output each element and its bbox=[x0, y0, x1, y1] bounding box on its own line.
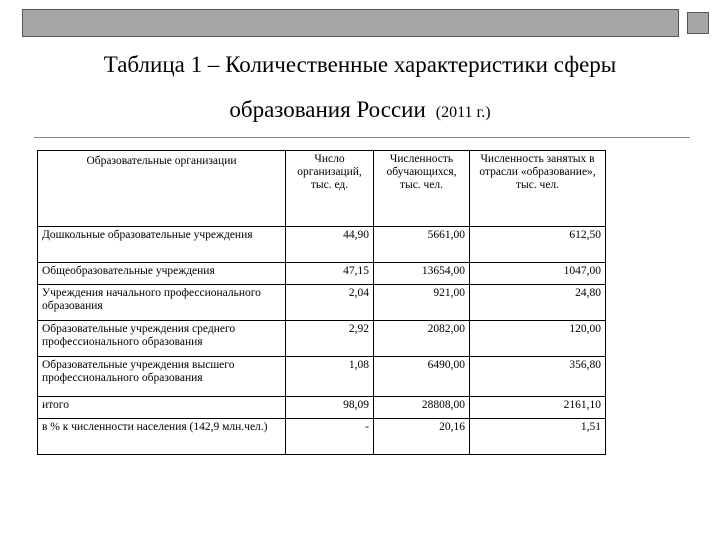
row-label: Образовательные учреждения высшего профессионального образования bbox=[38, 357, 286, 397]
table-row bbox=[38, 263, 606, 285]
header-employed: Численность занятых в отрасли «образование», тыс. чел. bbox=[470, 151, 606, 227]
cell-students: 28808,00 bbox=[374, 397, 470, 419]
cell-employed: 1,51 bbox=[470, 419, 606, 455]
row-label: в % к численности населения (142,9 млн.чел.) bbox=[38, 419, 286, 455]
cell-employed: 612,50 bbox=[470, 227, 606, 263]
cell-org-count: 47,15 bbox=[286, 263, 374, 285]
table-row bbox=[38, 357, 606, 397]
table-row bbox=[38, 285, 606, 321]
cell-students: 921,00 bbox=[374, 285, 470, 321]
header-org-count: Число организаций, тыс. ед. bbox=[286, 151, 374, 227]
table-title-main: образования России bbox=[229, 97, 426, 122]
cell-org-count: 2,04 bbox=[286, 285, 374, 321]
slide-corner-box bbox=[687, 12, 709, 34]
table-header-row bbox=[38, 151, 606, 227]
cell-org-count: - bbox=[286, 419, 374, 455]
slide-header-bar bbox=[22, 9, 679, 37]
title-divider bbox=[34, 137, 690, 138]
cell-students: 6490,00 bbox=[374, 357, 470, 397]
table-title-year: (2011 г.) bbox=[435, 104, 491, 121]
cell-students: 5661,00 bbox=[374, 227, 470, 263]
table-row bbox=[38, 321, 606, 357]
table-title-line2 bbox=[0, 97, 720, 123]
cell-employed: 120,00 bbox=[470, 321, 606, 357]
cell-students: 2082,00 bbox=[374, 321, 470, 357]
row-label: Общеобразовательные учреждения bbox=[38, 263, 286, 285]
cell-org-count: 1,08 bbox=[286, 357, 374, 397]
cell-employed: 1047,00 bbox=[470, 263, 606, 285]
cell-employed: 356,80 bbox=[470, 357, 606, 397]
row-label: Дошкольные образовательные учреждения bbox=[38, 227, 286, 263]
cell-students: 13654,00 bbox=[374, 263, 470, 285]
cell-org-count: 98,09 bbox=[286, 397, 374, 419]
education-stats-table bbox=[37, 150, 606, 455]
row-label: Образовательные учреждения среднего профессионального образования bbox=[38, 321, 286, 357]
cell-org-count: 2,92 bbox=[286, 321, 374, 357]
table-title-line1: Таблица 1 – Количественные характеристики сферы bbox=[103, 52, 617, 77]
cell-org-count: 44,90 bbox=[286, 227, 374, 263]
header-students: Численность обучающихся, тыс. чел. bbox=[374, 151, 470, 227]
table-row-percent bbox=[38, 419, 606, 455]
table-row bbox=[38, 227, 606, 263]
row-label: итого bbox=[38, 397, 286, 419]
cell-employed: 2161,10 bbox=[470, 397, 606, 419]
cell-students: 20,16 bbox=[374, 419, 470, 455]
header-organizations: Образовательные организации bbox=[38, 151, 286, 227]
row-label: Учреждения начального профессионального образования bbox=[38, 285, 286, 321]
cell-employed: 24,80 bbox=[470, 285, 606, 321]
table-row-total bbox=[38, 397, 606, 419]
